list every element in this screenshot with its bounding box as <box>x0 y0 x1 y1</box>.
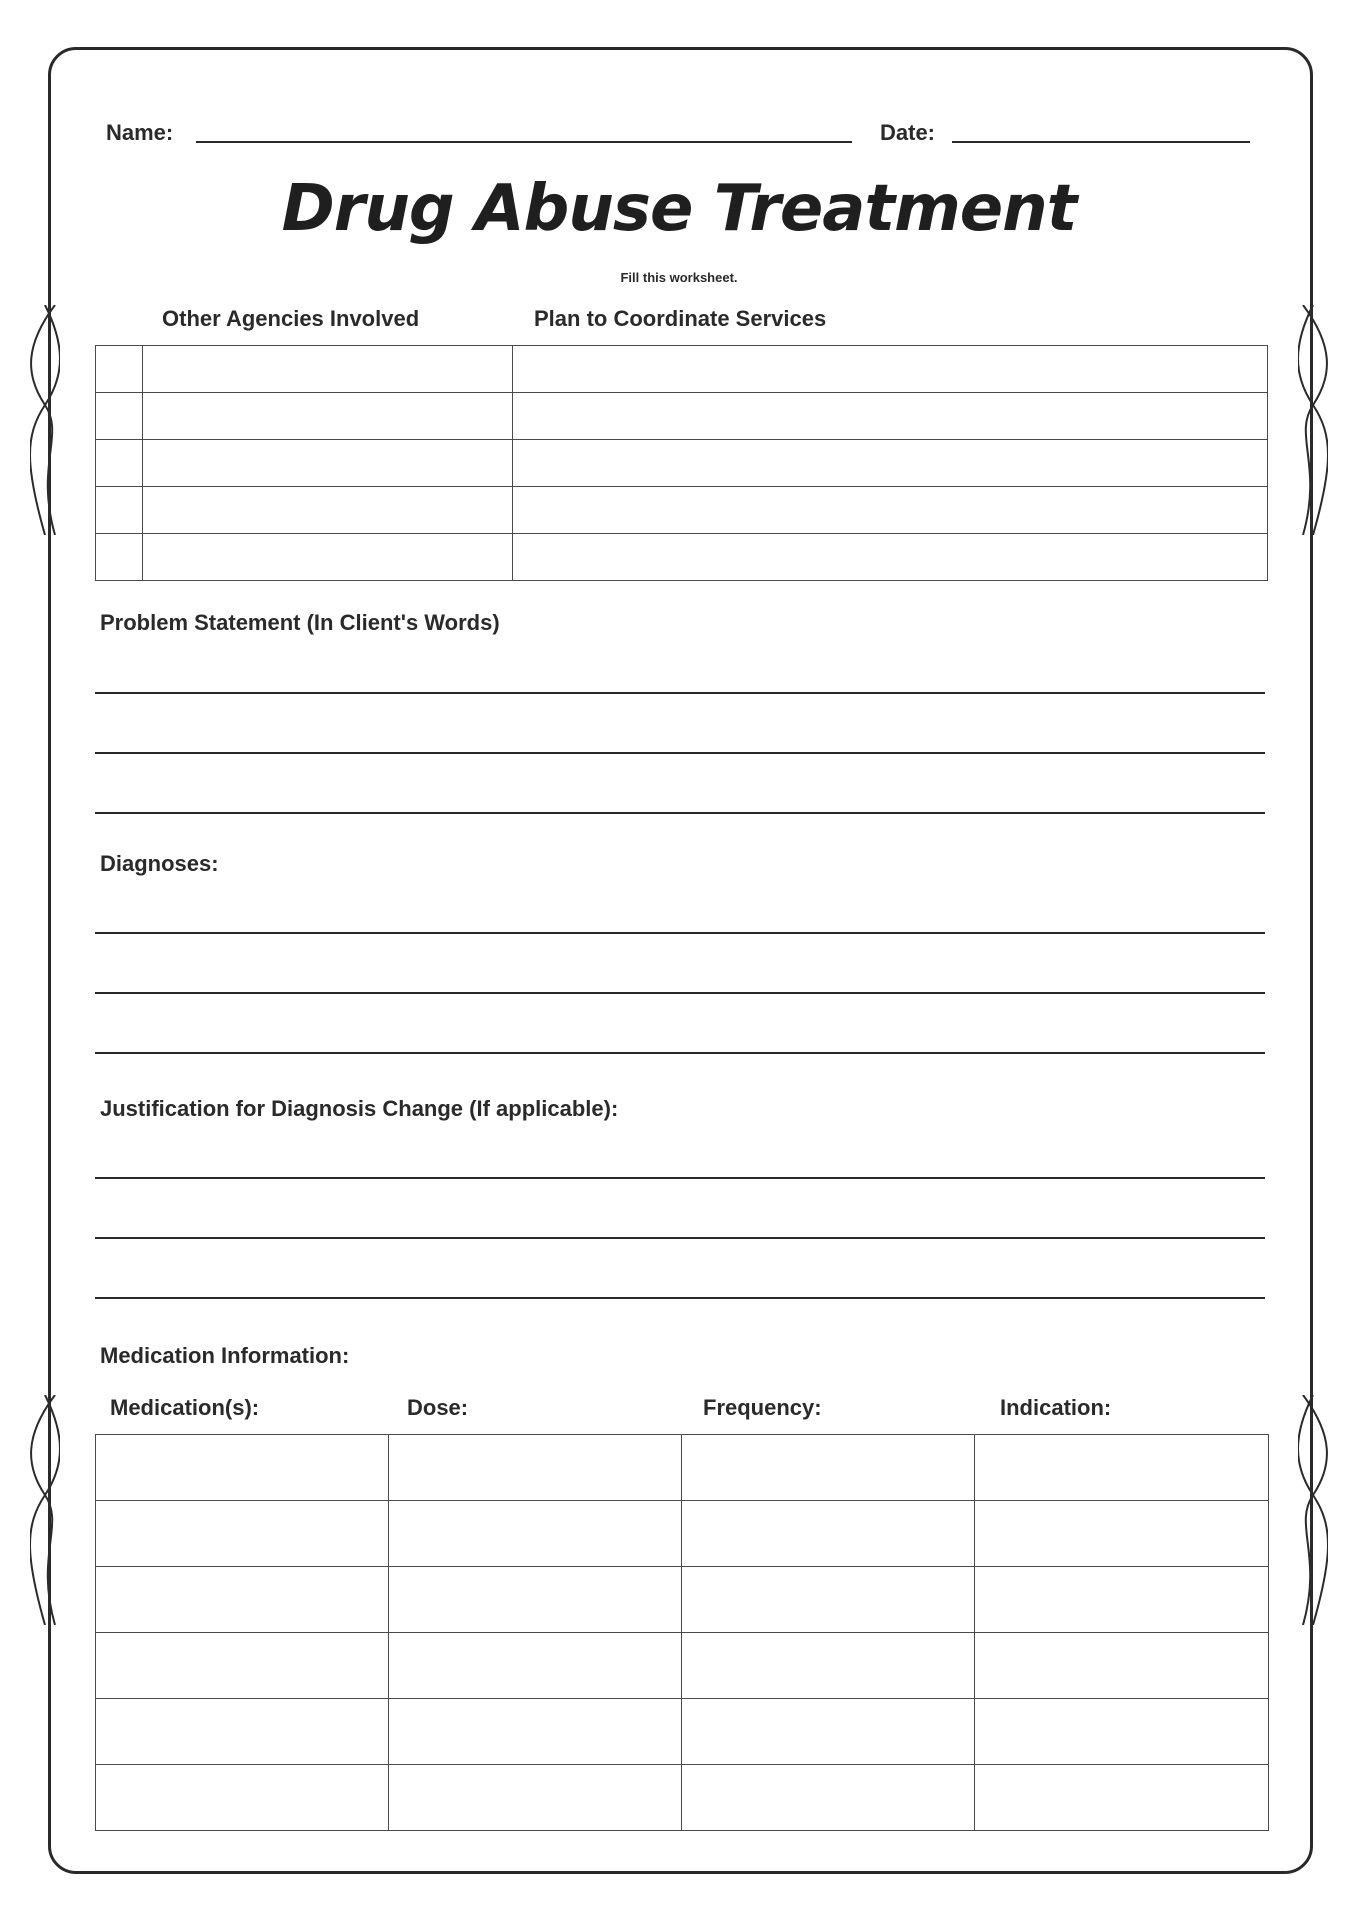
table-row <box>96 1501 1269 1567</box>
frequency-cell[interactable] <box>682 1765 975 1831</box>
diagnoses-label: Diagnoses: <box>100 851 219 876</box>
medication-table <box>95 1434 1269 1831</box>
dose-cell[interactable] <box>389 1501 682 1567</box>
row-number-cell[interactable] <box>96 440 143 487</box>
indication-cell[interactable] <box>975 1567 1269 1633</box>
name-field[interactable] <box>196 141 852 143</box>
dose-cell[interactable] <box>389 1567 682 1633</box>
plan-cell[interactable] <box>513 440 1268 487</box>
medication-cell[interactable] <box>96 1699 389 1765</box>
date-field[interactable] <box>952 141 1250 143</box>
table-row <box>96 1699 1269 1765</box>
justification-line[interactable] <box>95 1237 1265 1239</box>
medication-table-body <box>96 1435 1269 1831</box>
page-subtitle: Fill this worksheet. <box>620 270 738 285</box>
indication-cell[interactable] <box>975 1633 1269 1699</box>
justification-line[interactable] <box>95 1177 1265 1179</box>
agency-cell[interactable] <box>143 440 513 487</box>
agencies-table-body <box>96 346 1268 581</box>
table-row <box>96 487 1268 534</box>
frequency-cell[interactable] <box>682 1699 975 1765</box>
table-row <box>96 1765 1269 1831</box>
table-row <box>96 1567 1269 1633</box>
frequency-cell[interactable] <box>682 1567 975 1633</box>
medication-column-header: Medication(s): <box>110 1395 260 1420</box>
plan-cell[interactable] <box>513 346 1268 393</box>
table-row <box>96 534 1268 581</box>
problem-statement-line[interactable] <box>95 752 1265 754</box>
plan-cell[interactable] <box>513 393 1268 440</box>
table-row <box>96 393 1268 440</box>
dose-cell[interactable] <box>389 1435 682 1501</box>
indication-cell[interactable] <box>975 1699 1269 1765</box>
justification-line[interactable] <box>95 1297 1265 1299</box>
table-row <box>96 346 1268 393</box>
binder-ring-left-bottom <box>30 1395 60 1625</box>
plan-cell[interactable] <box>513 487 1268 534</box>
plan-cell[interactable] <box>513 534 1268 581</box>
binder-ring-right-bottom <box>1298 1395 1328 1625</box>
frequency-column-header: Frequency: <box>703 1395 822 1420</box>
row-number-cell[interactable] <box>96 534 143 581</box>
diagnoses-line[interactable] <box>95 932 1265 934</box>
problem-statement-line[interactable] <box>95 692 1265 694</box>
row-number-cell[interactable] <box>96 346 143 393</box>
row-number-cell[interactable] <box>96 393 143 440</box>
indication-column-header: Indication: <box>1000 1395 1112 1420</box>
problem-statement-line[interactable] <box>95 812 1265 814</box>
indication-cell[interactable] <box>975 1501 1269 1567</box>
medication-cell[interactable] <box>96 1765 389 1831</box>
name-label: Name: <box>106 120 174 145</box>
table-row <box>96 1633 1269 1699</box>
agency-cell[interactable] <box>143 534 513 581</box>
medication-section-label: Medication Information: <box>100 1343 350 1368</box>
diagnoses-line[interactable] <box>95 1052 1265 1054</box>
medication-cell[interactable] <box>96 1567 389 1633</box>
binder-ring-right-top <box>1298 305 1328 535</box>
table-row <box>96 1435 1269 1501</box>
frequency-cell[interactable] <box>682 1633 975 1699</box>
agencies-column-header: Other Agencies Involved <box>162 306 420 331</box>
medication-cell[interactable] <box>96 1501 389 1567</box>
row-number-cell[interactable] <box>96 487 143 534</box>
binder-ring-left-top <box>30 305 60 535</box>
agency-cell[interactable] <box>143 393 513 440</box>
indication-cell[interactable] <box>975 1765 1269 1831</box>
problem-statement-label: Problem Statement (In Client's Words) <box>100 610 500 635</box>
dose-cell[interactable] <box>389 1765 682 1831</box>
medication-cell[interactable] <box>96 1633 389 1699</box>
dose-column-header: Dose: <box>407 1395 469 1420</box>
justification-label: Justification for Diagnosis Change (If applicable): <box>100 1096 619 1121</box>
agency-cell[interactable] <box>143 346 513 393</box>
plan-column-header: Plan to Coordinate Services <box>534 306 827 331</box>
medication-cell[interactable] <box>96 1435 389 1501</box>
page-title: Drug Abuse Treatment <box>281 172 1077 246</box>
diagnoses-line[interactable] <box>95 992 1265 994</box>
agency-cell[interactable] <box>143 487 513 534</box>
date-label: Date: <box>880 120 936 145</box>
frequency-cell[interactable] <box>682 1501 975 1567</box>
indication-cell[interactable] <box>975 1435 1269 1501</box>
agencies-table <box>95 345 1268 581</box>
dose-cell[interactable] <box>389 1633 682 1699</box>
dose-cell[interactable] <box>389 1699 682 1765</box>
frequency-cell[interactable] <box>682 1435 975 1501</box>
table-row <box>96 440 1268 487</box>
